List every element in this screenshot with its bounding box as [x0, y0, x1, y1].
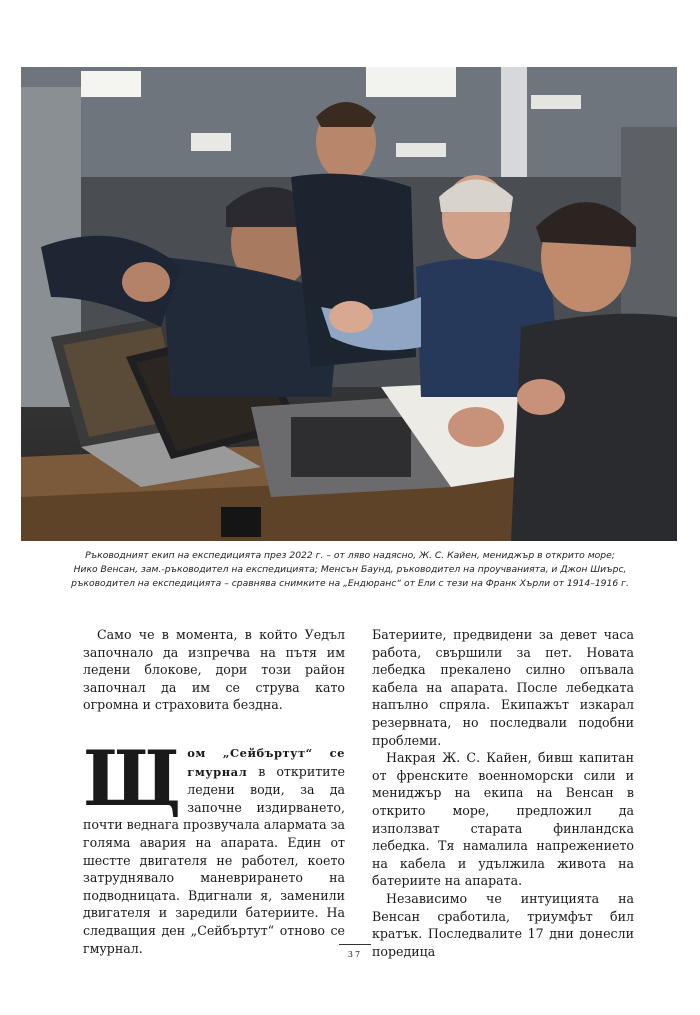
page-number-rule: [339, 944, 371, 945]
right-paragraph-3: Независимо че интуицията на Венсан сработила, триумфът бил кратък. Последвалите 17 дни донесли поредица: [372, 890, 634, 959]
right-paragraph-1: Батериите, предвидени за девет часа работа, свършили за пет. Новата лебедка прекалено силно опъвала кабела на апарата. После лебедката напълно спряла. Екипажът изкарал резервната, но последвали подобни проблеми.: [372, 627, 634, 748]
caption-line-3: ръководител на експедицията – сравнява снимките на „Ендюранс“ от Ели с тези на Франк Хърли от 1914–1916 г.: [71, 578, 629, 589]
right-paragraph-2: Накрая Ж. С. Кайен, бивш капитан от френските военноморски сили и мениджър на екипа на Венсан в открито море, предложил да използват старата финландска лебедка. Тя намалила напрежението на кабела и удължила живота на батериите на апарата.: [372, 750, 634, 889]
lead-in-text: ом „Сейбъртут“ се гмурнал: [187, 745, 345, 779]
left-paragraph-1: Само че в момента, в който Уедъл започнало да изпречва на пътя им ледени блокове, дори този район започнал да им се струва като огромна и страховита бездна.: [83, 627, 345, 713]
left-paragraph-2: [83, 733, 345, 957]
left-text-column: [83, 626, 345, 957]
photo-illustration: [21, 67, 677, 541]
right-text-column: [372, 626, 634, 960]
caption-line-2: Нико Венсан, зам.-ръководител на експедицията; Менсън Баунд, ръководител на проучванията, и Джон Шиърс,: [73, 564, 627, 575]
photo-caption: [40, 549, 660, 591]
drop-cap: Щ: [83, 733, 182, 823]
left-paragraph-2-body: в откритите ледени води, за да започне издирването, почти веднага прозвучала алармата за голяма авария на апарата. Един от шестте двигателя не работел, което затруднявало маневрирането на подводницата. Вдигнали я, заменили двигателя и заредили батериите. На следващия ден „Сейбъртут“ отново се гмурнал.: [83, 763, 345, 956]
page-number: 37: [347, 950, 363, 959]
expedition-team-photo: [21, 67, 677, 541]
caption-line-1: Ръководният екип на експедицията през 2022 г. – от ляво надясно, Ж. С. Кайен, мениджър в открито море;: [85, 550, 615, 561]
